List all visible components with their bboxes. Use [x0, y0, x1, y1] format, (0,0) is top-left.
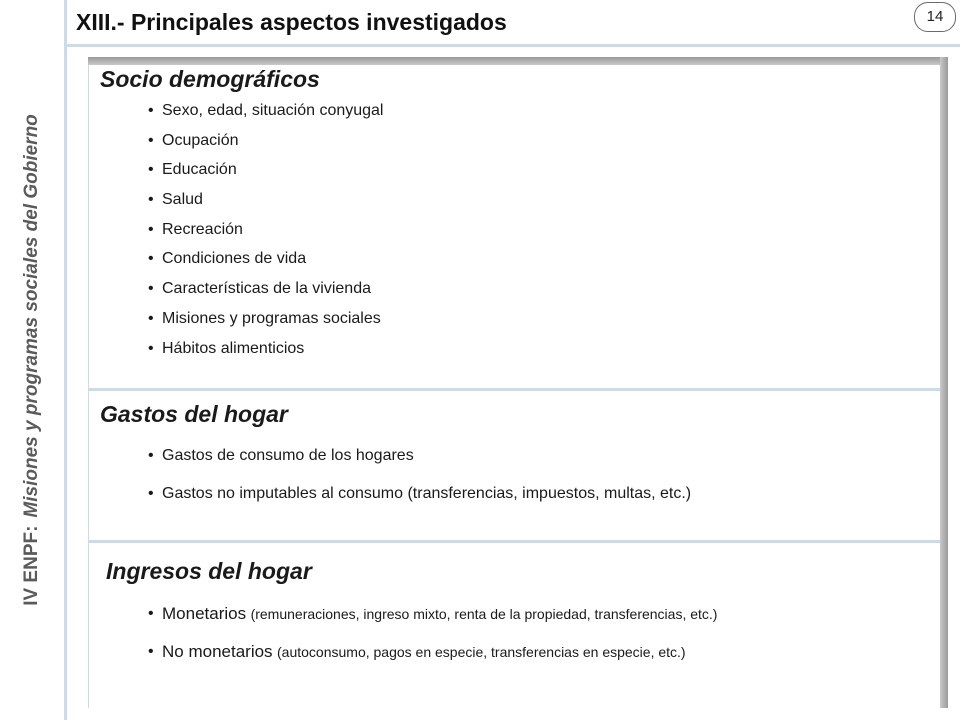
gastos-hogar-list	[148, 446, 691, 522]
section-heading-gastos-hogar: Gastos del hogar	[100, 401, 288, 427]
section-heading-socio-demograficos: Socio demográficos	[100, 66, 320, 92]
header-rule	[64, 44, 960, 47]
ingresos-hogar-list	[148, 604, 717, 680]
list-item	[148, 604, 717, 642]
side-label	[12, 0, 52, 720]
page-title: XIII.- Principales aspectos investigados	[76, 9, 507, 35]
list-item: • Educación	[148, 160, 383, 190]
section-heading-ingresos-hogar: Ingresos del hogar	[106, 558, 312, 584]
section-divider	[88, 540, 940, 543]
side-label-prefix: IV ENPF:	[21, 525, 42, 606]
list-item: • Salud	[148, 190, 383, 220]
income-type: Monetarios	[162, 604, 247, 623]
income-detail: (autoconsumo, pagos en especie, transferencias en especie, etc.)	[277, 644, 686, 660]
side-label-text: Misiones y programas sociales del Gobierno	[21, 114, 42, 518]
income-type: No monetarios	[162, 642, 273, 661]
list-item: • Hábitos alimenticios	[148, 339, 383, 369]
list-item: • Recreación	[148, 220, 383, 250]
list-item: • Sexo, edad, situación conyugal	[148, 101, 383, 131]
list-item: • Características de la vivienda	[148, 279, 383, 309]
content-box-shadow-right	[940, 57, 948, 708]
list-item: • Condiciones de vida	[148, 249, 383, 279]
content-box-shadow-top	[88, 57, 948, 65]
list-item: • Gastos no imputables al consumo (transferencias, impuestos, multas, etc.)	[148, 484, 691, 522]
income-detail: (remuneraciones, ingreso mixto, renta de la propiedad, transferencias, etc.)	[250, 606, 718, 622]
list-item: • Misiones y programas sociales	[148, 309, 383, 339]
socio-demograficos-list	[148, 101, 383, 368]
page-number-badge: 14	[914, 2, 956, 32]
list-item: • Ocupación	[148, 131, 383, 161]
list-item: • Gastos de consumo de los hogares	[148, 446, 691, 484]
list-item	[148, 642, 717, 680]
section-divider	[88, 388, 940, 391]
side-rule	[64, 0, 67, 720]
